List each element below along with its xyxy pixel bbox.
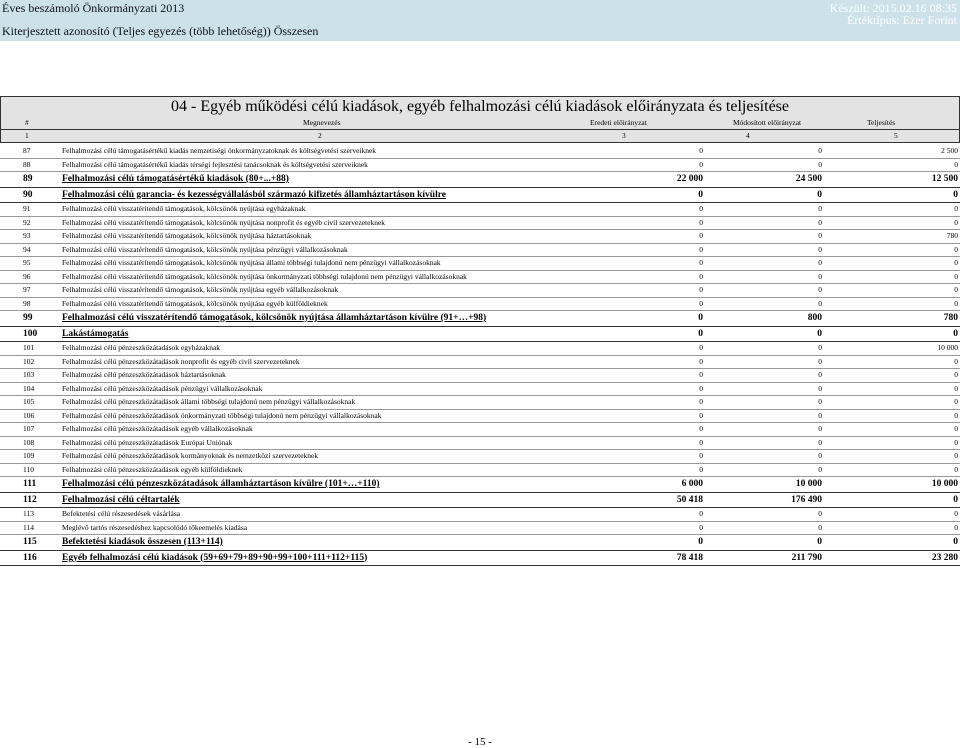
row-id: 100	[23, 328, 38, 339]
row-id: 93	[23, 231, 31, 240]
table-row	[0, 298, 960, 312]
row-name: Felhalmozási célú pénzeszközátadások önkormányzati többségi tulajdonú nem pénzügyi vállalkozásoknak	[62, 410, 382, 420]
row-id: 97	[23, 285, 31, 294]
row-modified: 0	[818, 437, 822, 447]
table-row	[0, 342, 960, 356]
row-actual: 0	[954, 397, 958, 406]
col-modified: Módosított előirányzat	[733, 118, 802, 127]
row-original: 0	[699, 231, 703, 240]
row-actual: 0	[953, 189, 958, 200]
row-original: 78 418	[676, 552, 703, 563]
row-actual: 780	[943, 313, 958, 323]
row-original: 6 000	[681, 479, 703, 489]
row-name: Felhalmozási célú visszatérítendő támogatások, kölcsönök nyújtása egyéb külföldieknek	[62, 298, 328, 308]
row-name: Felhalmozási célú visszatérítendő támogatások, kölcsönök nyújtása egyéb vállalkozásoknak	[62, 285, 339, 294]
row-id: 108	[23, 437, 35, 447]
row-id: 115	[23, 537, 37, 547]
row-original: 0	[698, 189, 703, 200]
col-number: 4	[746, 131, 750, 140]
table-row	[0, 159, 960, 173]
row-actual: 780	[946, 231, 958, 240]
row-name: Felhalmozási célú visszatérítendő támogatások, kölcsönök nyújtása nonprofit és egyéb civil szervezeteknek	[62, 217, 386, 227]
table-row	[0, 450, 960, 464]
row-modified: 800	[807, 313, 822, 323]
row-actual: 0	[954, 356, 958, 366]
table-row	[0, 188, 960, 204]
table-row	[0, 437, 960, 451]
table-row	[0, 477, 960, 493]
row-actual: 0	[954, 383, 958, 393]
row-name: Felhalmozási célú pénzeszközátadások állami többségi tulajdonú nem pénzügyi vállalkozásoknak	[62, 397, 356, 406]
row-modified: 0	[818, 244, 822, 254]
row-actual: 0	[953, 494, 958, 505]
row-actual: 0	[954, 464, 958, 474]
row-modified: 0	[818, 146, 822, 155]
table-title: 04 - Egyéb működési célú kiadások, egyéb felhalmozási célú kiadások előirányzata és teljesítése	[0, 96, 960, 117]
row-id: 102	[23, 356, 35, 366]
row-modified: 0	[818, 159, 822, 169]
row-name: Felhalmozási célú támogatásértékű kiadás nemzetiségi önkormányzatoknak és költségvetési szerveiknek	[62, 146, 377, 155]
row-original: 0	[699, 244, 703, 254]
table-row	[0, 356, 960, 370]
row-name: Felhalmozási célú céltartalék	[62, 494, 180, 505]
row-original: 0	[699, 383, 703, 393]
row-original: 0	[699, 217, 703, 227]
row-name: Felhalmozási célú visszatérítendő támogatások, kölcsönök nyújtása államháztartáson kívülre (91+…+98)	[62, 313, 487, 323]
col-number: 2	[318, 131, 322, 140]
row-name: Meglévő tartós részesedéshez kapcsolódó tőkeemelés kiadása	[62, 522, 248, 532]
row-actual: 10 000	[937, 343, 958, 352]
row-original: 0	[699, 424, 703, 433]
row-modified: 0	[818, 410, 822, 420]
table-row	[0, 508, 960, 522]
row-original: 0	[699, 451, 703, 460]
row-id: 116	[23, 552, 37, 563]
row-actual: 0	[954, 271, 958, 281]
table-row	[0, 145, 960, 159]
row-original: 0	[699, 370, 703, 379]
row-modified: 0	[818, 231, 822, 240]
col-number: 1	[25, 131, 29, 140]
row-modified: 0	[818, 298, 822, 308]
row-actual: 0	[954, 509, 958, 518]
report-title: Éves beszámoló Önkormányzati 2013	[2, 1, 185, 15]
row-name: Egyéb felhalmozási célú kiadások (59+69+79+89+90+99+100+111+112+115)	[62, 552, 368, 563]
row-modified: 0	[818, 451, 822, 460]
row-actual: 0	[954, 451, 958, 460]
row-original: 0	[699, 437, 703, 447]
row-original: 0	[699, 397, 703, 406]
row-name: Felhalmozási célú pénzeszközátadások Európai Uniónak	[62, 437, 233, 447]
row-modified: 10 000	[795, 479, 822, 489]
row-modified: 0	[817, 189, 822, 200]
row-original: 0	[699, 146, 703, 155]
row-id: 104	[23, 383, 35, 393]
row-id: 95	[23, 258, 31, 267]
col-name: Megnevezés	[303, 118, 341, 127]
row-modified: 24 500	[795, 174, 822, 184]
row-name: Felhalmozási célú visszatérítendő támogatások, kölcsönök nyújtása egyházaknak	[62, 204, 306, 213]
row-name: Felhalmozási célú visszatérítendő támogatások, kölcsönök nyújtása önkormányzati többségi tulajdonú nem pénzügyi vállalkozásoknak	[62, 271, 467, 281]
row-actual: 23 280	[931, 552, 958, 563]
row-name: Felhalmozási célú garancia- és kezességvállalásból származó kifizetés államháztartáson kívülre	[62, 189, 446, 200]
row-actual: 0	[954, 244, 958, 254]
row-modified: 0	[818, 397, 822, 406]
row-original: 0	[699, 464, 703, 474]
row-modified: 0	[817, 328, 822, 339]
row-original: 0	[699, 298, 703, 308]
value-type: Értéktípus: Ezer Forint	[847, 13, 957, 27]
row-modified: 0	[818, 383, 822, 393]
row-id: 94	[23, 244, 31, 254]
row-modified: 0	[818, 509, 822, 518]
row-modified: 0	[818, 424, 822, 433]
row-original: 0	[699, 258, 703, 267]
row-name: Felhalmozási célú pénzeszközátadások nonprofit és egyéb civil szervezeteknek	[62, 356, 300, 366]
row-actual: 12 500	[931, 174, 958, 184]
table-row	[0, 551, 960, 567]
row-original: 0	[699, 356, 703, 366]
row-original: 22 000	[676, 174, 703, 184]
row-actual: 0	[954, 258, 958, 267]
table-row	[0, 217, 960, 231]
row-id: 109	[23, 451, 35, 460]
row-original: 0	[698, 313, 703, 323]
col-original: Eredeti előirányzat	[590, 118, 647, 127]
table-row	[0, 383, 960, 397]
table-row	[0, 172, 960, 188]
row-id: 114	[23, 522, 34, 532]
row-original: 0	[699, 410, 703, 420]
table-row	[0, 423, 960, 437]
row-id: 105	[23, 397, 35, 406]
row-original: 0	[699, 204, 703, 213]
row-name: Felhalmozási célú pénzeszközátadások egyéb vállalkozásoknak	[62, 424, 253, 433]
row-actual: 0	[954, 204, 958, 213]
row-actual: 0	[954, 437, 958, 447]
row-id: 107	[23, 424, 35, 433]
col-number: 5	[894, 131, 898, 140]
report-subtitle: Kiterjesztett azonosító (Teljes egyezés (több lehetőség)) Összesen	[2, 24, 319, 38]
report-header	[0, 0, 960, 41]
column-number-row	[0, 130, 960, 143]
row-modified: 0	[818, 271, 822, 281]
table-row	[0, 493, 960, 509]
row-id: 88	[23, 159, 31, 169]
row-actual: 0	[954, 298, 958, 308]
col-number: 3	[622, 131, 626, 140]
row-actual: 0	[953, 537, 958, 547]
row-name: Felhalmozási célú támogatásértékű kiadás térségi fejlesztési tanácsoknak és költségvetési szerveiknek	[62, 159, 368, 169]
row-original: 0	[698, 537, 703, 547]
row-name: Felhalmozási célú visszatérítendő támogatások, kölcsönök nyújtása állami többségi tulajdonú nem pénzügyi vállalkozásoknak	[62, 258, 441, 267]
table-row	[0, 257, 960, 271]
row-modified: 0	[818, 258, 822, 267]
row-actual: 0	[953, 328, 958, 339]
row-name: Felhalmozási célú támogatásértékű kiadások (80+...+88)	[62, 174, 289, 184]
budget-table	[0, 96, 960, 566]
row-name: Befektetési kiadások összesen (113+114)	[62, 537, 223, 547]
table-row	[0, 327, 960, 343]
row-modified: 0	[818, 217, 822, 227]
row-id: 103	[23, 370, 35, 379]
table-row	[0, 244, 960, 258]
page-number: - 15 -	[468, 736, 492, 748]
col-hash: #	[25, 118, 29, 127]
table-row	[0, 522, 960, 536]
row-actual: 0	[954, 285, 958, 294]
row-actual: 0	[954, 424, 958, 433]
row-actual: 0	[954, 159, 958, 169]
row-modified: 0	[818, 343, 822, 352]
row-modified: 0	[818, 522, 822, 532]
row-id: 90	[23, 189, 33, 200]
row-id: 98	[23, 298, 31, 308]
table-row	[0, 369, 960, 383]
row-modified: 211 790	[791, 552, 822, 563]
row-modified: 0	[818, 370, 822, 379]
row-name: Felhalmozási célú pénzeszközátadások államháztartáson kívülre (101+…+110)	[62, 479, 380, 489]
table-row	[0, 535, 960, 551]
row-id: 96	[23, 271, 31, 281]
row-id: 99	[23, 313, 33, 323]
row-modified: 0	[818, 204, 822, 213]
row-id: 110	[23, 464, 34, 474]
row-name: Lakástámogatás	[62, 328, 129, 339]
table-row	[0, 271, 960, 285]
row-actual: 0	[954, 410, 958, 420]
row-id: 111	[23, 479, 37, 489]
row-name: Felhalmozási célú pénzeszközátadások egyházaknak	[62, 343, 221, 352]
row-modified: 0	[818, 356, 822, 366]
row-name: Felhalmozási célú pénzeszközátadások egyéb külföldieknek	[62, 464, 243, 474]
row-actual: 0	[954, 370, 958, 379]
row-original: 0	[699, 159, 703, 169]
row-original: 0	[699, 509, 703, 518]
row-id: 113	[23, 509, 34, 518]
row-id: 91	[23, 204, 31, 213]
created-timestamp: Készült: 2015.02.16 08:35	[829, 1, 957, 15]
col-actual: Teljesítés	[867, 118, 896, 127]
row-actual: 10 000	[931, 479, 958, 489]
row-modified: 176 490	[791, 494, 822, 505]
row-modified: 0	[818, 285, 822, 294]
row-id: 92	[23, 217, 31, 227]
column-header-row	[0, 117, 960, 130]
row-original: 0	[699, 271, 703, 281]
row-original: 0	[699, 285, 703, 294]
row-modified: 0	[818, 464, 822, 474]
table-row	[0, 464, 960, 478]
row-name: Felhalmozási célú visszatérítendő támogatások, kölcsönök nyújtása pénzügyi vállalkozásoknak	[62, 244, 348, 254]
row-actual: 2 500	[941, 146, 958, 155]
table-row	[0, 410, 960, 424]
row-id: 101	[23, 343, 35, 352]
table-row	[0, 396, 960, 410]
row-name: Felhalmozási célú pénzeszközátadások pénzügyi vállalkozásoknak	[62, 383, 263, 393]
row-actual: 0	[954, 522, 958, 532]
row-name: Befektetési célú részesedések vásárlása	[62, 509, 181, 518]
table-body	[0, 145, 960, 566]
row-name: Felhalmozási célú pénzeszközátadások háztartásoknak	[62, 370, 226, 379]
row-modified: 0	[817, 537, 822, 547]
row-original: 0	[698, 328, 703, 339]
row-name: Felhalmozási célú visszatérítendő támogatások, kölcsönök nyújtása háztartásoknak	[62, 231, 312, 240]
row-actual: 0	[954, 217, 958, 227]
row-id: 87	[23, 146, 31, 155]
table-row	[0, 203, 960, 217]
table-row	[0, 230, 960, 244]
table-row	[0, 311, 960, 327]
row-id: 112	[23, 494, 37, 505]
row-id: 106	[23, 410, 35, 420]
row-name: Felhalmozási célú pénzeszközátadások kormányoknak és nemzetközi szervezeteknek	[62, 451, 319, 460]
row-original: 50 418	[676, 494, 703, 505]
table-row	[0, 284, 960, 298]
row-original: 0	[699, 343, 703, 352]
row-original: 0	[699, 522, 703, 532]
row-id: 89	[23, 174, 33, 184]
